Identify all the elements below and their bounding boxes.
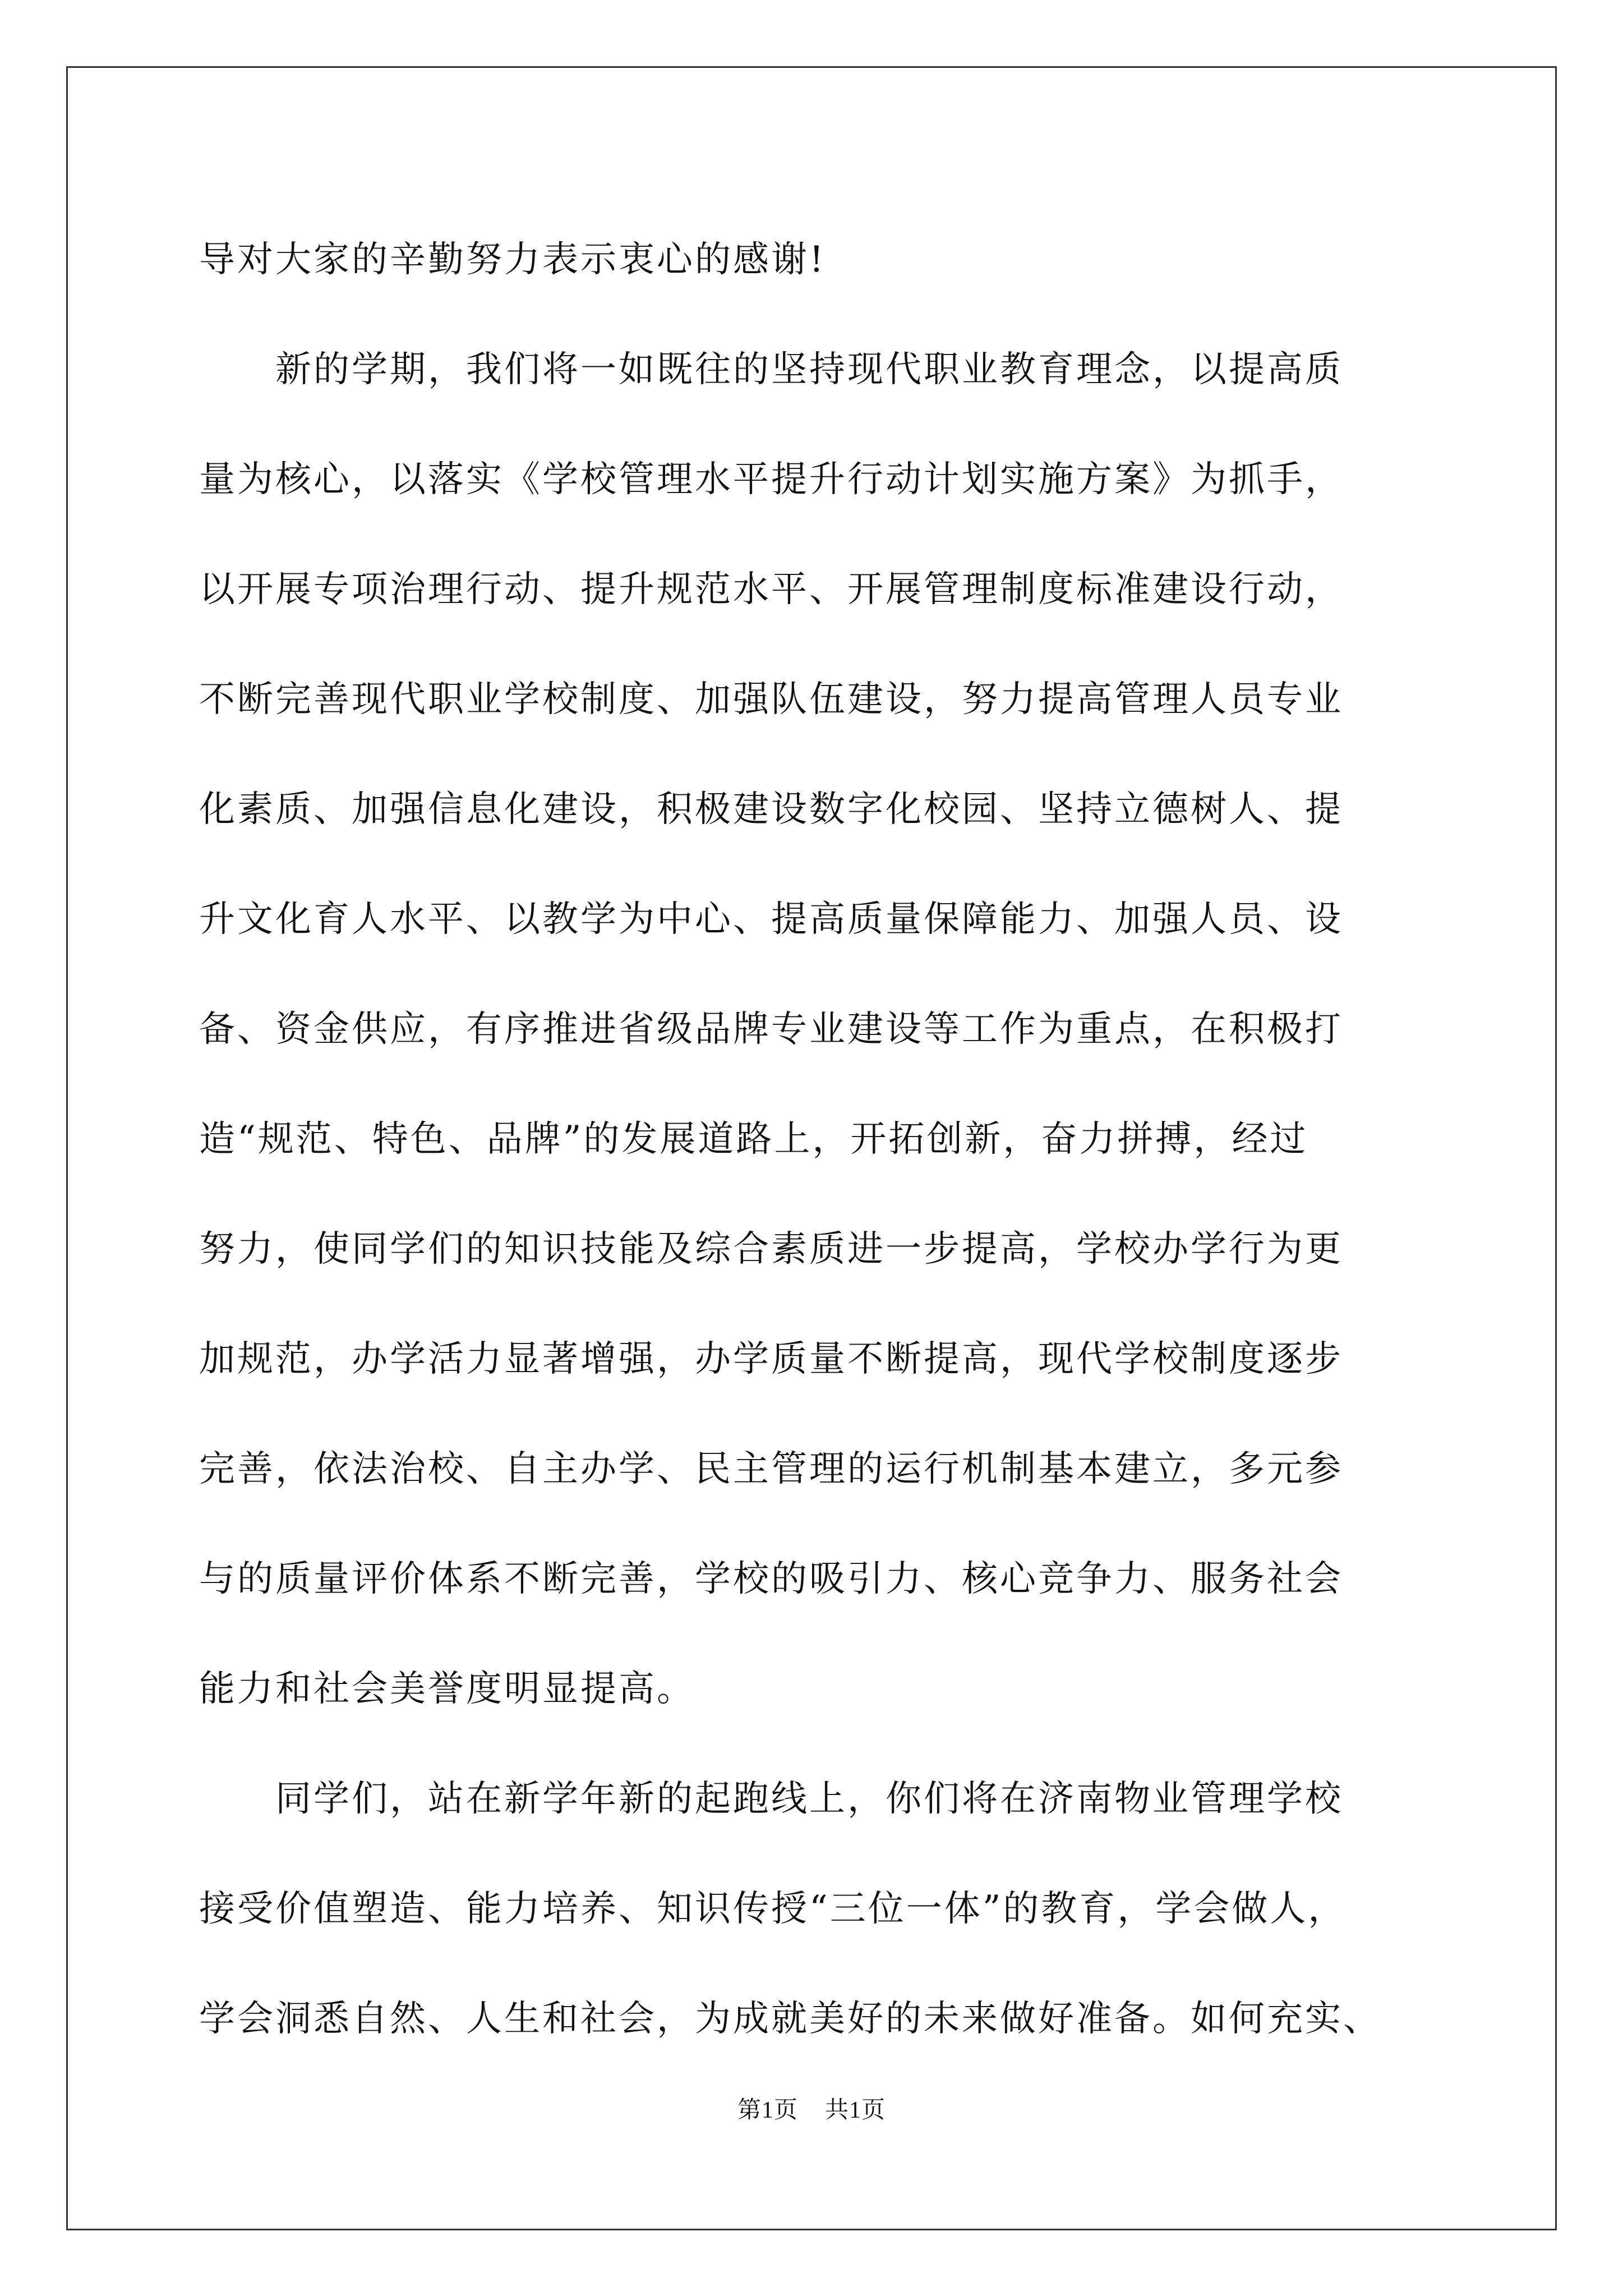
text-line: 备、资金供应，有序推进省级品牌专业建设等工作为重点，在积极打 <box>199 1009 1343 1050</box>
text-line: 造“规范、特色、品牌”的发展道路上，开拓创新，奋力拼搏，经过 <box>199 1119 1308 1160</box>
text-line: 新的学期，我们将一如既往的坚持现代职业教育理念，以提高质 <box>199 349 1343 390</box>
page-total: 共1页 <box>825 2097 886 2123</box>
text-line: 同学们，站在新学年新的起跑线上，你们将在济南物业管理学校 <box>199 1778 1343 1820</box>
text-line: 升文化育人水平、以教学为中心、提高质量保障能力、加强人员、设 <box>199 899 1343 940</box>
document-body <box>199 205 1483 2074</box>
text-line: 量为核心，以落实《学校管理水平提升行动计划实施方案》为抓手， <box>199 459 1343 500</box>
text-line: 接受价值塑造、能力培养、知识传授“三位一体”的教育，学会做人， <box>199 1888 1347 1930</box>
text-line: 努力，使同学们的知识技能及综合素质进一步提高，学校办学行为更 <box>199 1228 1343 1270</box>
text-line: 学会洞悉自然、人生和社会，为成就美好的未来做好准备。如何充实、 <box>199 1998 1381 2040</box>
page-number: 第1页 <box>737 2097 798 2123</box>
text-line: 不断完善现代职业学校制度、加强队伍建设，努力提高管理人员专业 <box>199 679 1343 720</box>
text-line: 化素质、加强信息化建设，积极建设数字化校园、坚持立德树人、提 <box>199 789 1343 830</box>
text-line: 以开展专项治理行动、提升规范水平、开展管理制度标准建设行动， <box>199 569 1343 610</box>
page-footer <box>0 2091 1623 2125</box>
text-line: 完善，依法治校、自主办学、民主管理的运行机制基本建立，多元参 <box>199 1448 1343 1490</box>
text-line: 与的质量评价体系不断完善，学校的吸引力、核心竞争力、服务社会 <box>199 1558 1343 1600</box>
text-line: 导对大家的辛勤努力表示衷心的感谢! <box>199 239 826 280</box>
text-line: 能力和社会美誉度明显提高。 <box>199 1668 695 1710</box>
text-line: 加规范，办学活力显著增强，办学质量不断提高，现代学校制度逐步 <box>199 1338 1343 1380</box>
